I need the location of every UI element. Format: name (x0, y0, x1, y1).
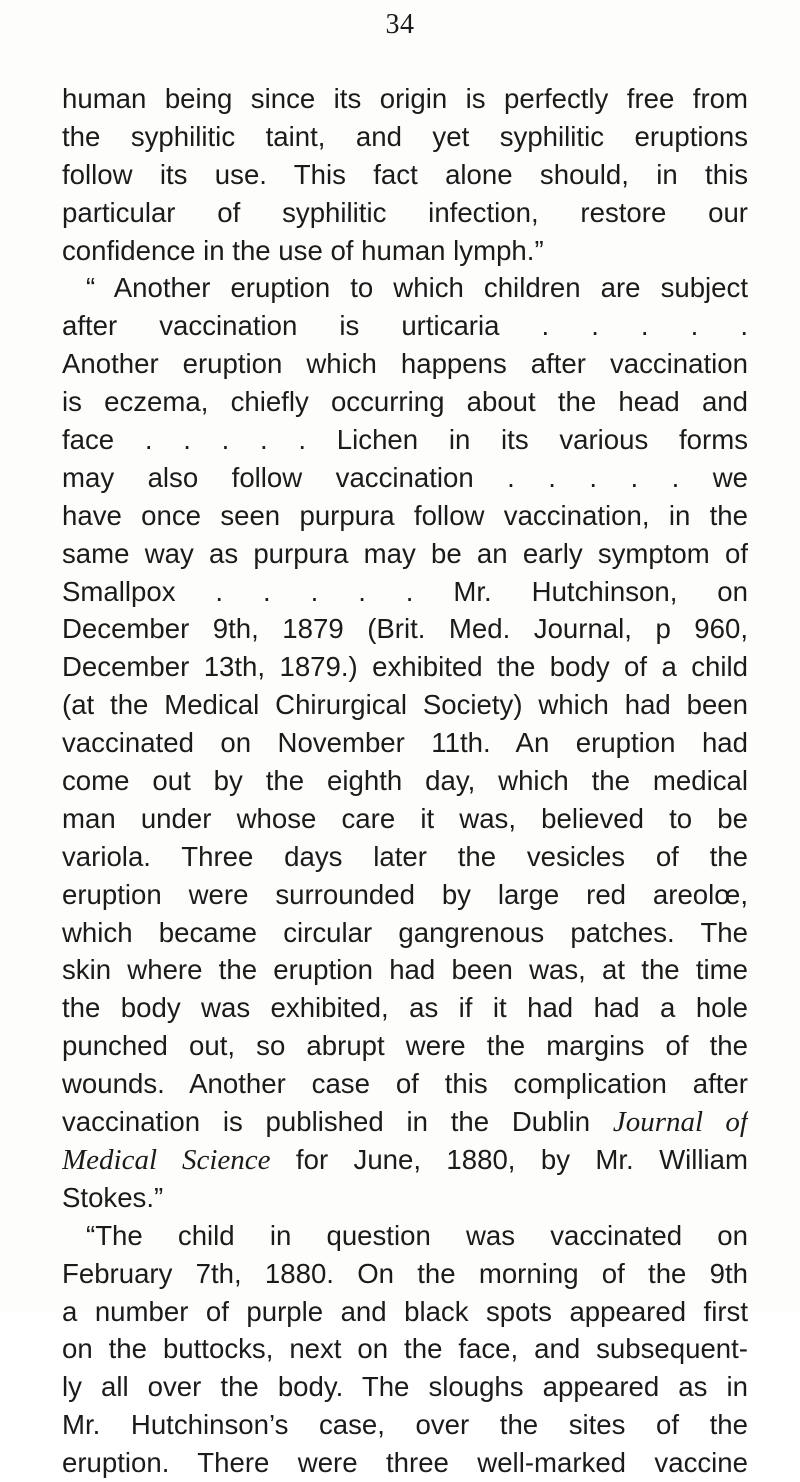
line-text: variola. Three days later the vesicles of the (62, 840, 748, 872)
line-text: vaccination is published in the Dublin (62, 1106, 613, 1138)
text-line (62, 876, 748, 914)
text-line (62, 800, 748, 838)
text-line (62, 914, 748, 952)
text-line (62, 989, 748, 1027)
line-text: on the buttocks, next on the face, and subsequent- (62, 1333, 748, 1365)
text-line (62, 686, 748, 724)
line-text: wounds. Another case of this complication after (62, 1068, 748, 1100)
text-line (62, 724, 748, 762)
line-text: Stokes.” (62, 1181, 164, 1213)
line-text: confidence in the use of human lymph.” (62, 234, 544, 266)
line-text: follow its use. This fact alone should, in this (62, 158, 748, 190)
text-line (62, 1217, 748, 1255)
text-line (62, 307, 748, 345)
line-text: human being since its origin is perfectly free from (62, 83, 748, 114)
text-line (62, 1368, 748, 1406)
line-text: ly all over the body. The sloughs appeared as in (62, 1371, 748, 1403)
text-line (62, 1406, 748, 1444)
text-line (62, 951, 748, 989)
line-text: eruption were surrounded by large red areolœ, (62, 878, 748, 910)
text-line (62, 1103, 748, 1141)
line-text: after vaccination is urticaria . . . . . (62, 310, 748, 342)
text-line (62, 345, 748, 383)
line-text: the syphilitic taint, and yet syphilitic eruptions (62, 120, 748, 152)
line-text: which became circular gangrenous patches. The (62, 916, 748, 948)
line-text: February 7th, 1880. On the morning of the 9th (62, 1257, 748, 1289)
line-text: come out by the eighth day, which the medical (62, 765, 748, 797)
text-line (62, 232, 748, 270)
text-line (62, 118, 748, 156)
line-text: the body was exhibited, as if it had had a hole (62, 992, 748, 1024)
text-line (62, 1141, 748, 1179)
line-text: eruption. There were three well-marked vaccine (62, 1447, 748, 1479)
page-number: 34 (385, 9, 415, 40)
italic-title: Journal of (612, 1106, 748, 1139)
text-line (62, 459, 748, 497)
line-text: “The child in question was vaccinated on (86, 1219, 748, 1251)
line-text: skin where the eruption had been was, at the time (62, 954, 748, 986)
line-text: for June, 1880, by Mr. William (270, 1143, 748, 1175)
line-text: Mr. Hutchinson’s case, over the sites of the (62, 1409, 748, 1441)
text-line (62, 269, 748, 307)
text-line (62, 156, 748, 194)
text-line (62, 573, 748, 611)
body-text (62, 80, 748, 1482)
line-text: (at the Medical Chirurgical Society) which had been (62, 689, 748, 721)
line-text: December 13th, 1879.) exhibited the body of a child (62, 651, 748, 683)
text-line (62, 383, 748, 421)
text-line (62, 1065, 748, 1103)
text-line (62, 1179, 748, 1217)
italic-title: Medical Science (62, 1143, 271, 1176)
line-text: Another eruption which happens after vaccination (62, 348, 748, 380)
text-line (62, 648, 748, 686)
text-line (62, 421, 748, 459)
line-text: particular of syphilitic infection, restore our (62, 196, 748, 228)
line-text: same way as purpura may be an early symptom of (62, 537, 748, 569)
text-line (62, 762, 748, 800)
text-line (62, 1293, 748, 1331)
line-text: punched out, so abrupt were the margins of the (62, 1030, 748, 1062)
text-line (62, 194, 748, 232)
line-text: December 9th, 1879 (Brit. Med. Journal, p 960, (62, 613, 748, 645)
line-text: face . . . . . Lichen in its various forms (62, 424, 748, 456)
line-text: man under whose care it was, believed to be (62, 802, 748, 834)
text-line (62, 80, 748, 118)
text-line (62, 1330, 748, 1368)
line-text: vaccinated on November 11th. An eruption had (62, 727, 748, 759)
line-text: may also follow vaccination . . . . . we (62, 461, 748, 493)
line-text: “ Another eruption to which children are subject (86, 272, 748, 304)
text-line (62, 1444, 748, 1482)
line-text: have once seen purpura follow vaccination, in the (62, 499, 748, 531)
line-text: a number of purple and black spots appeared first (62, 1295, 748, 1327)
line-text: Smallpox . . . . . Mr. Hutchinson, on (62, 575, 748, 607)
text-line (62, 1255, 748, 1293)
text-line (62, 1027, 748, 1065)
text-line (62, 610, 748, 648)
text-line (62, 838, 748, 876)
text-line (62, 535, 748, 573)
line-text: is eczema, chiefly occurring about the head and (62, 386, 748, 418)
text-line (62, 497, 748, 535)
